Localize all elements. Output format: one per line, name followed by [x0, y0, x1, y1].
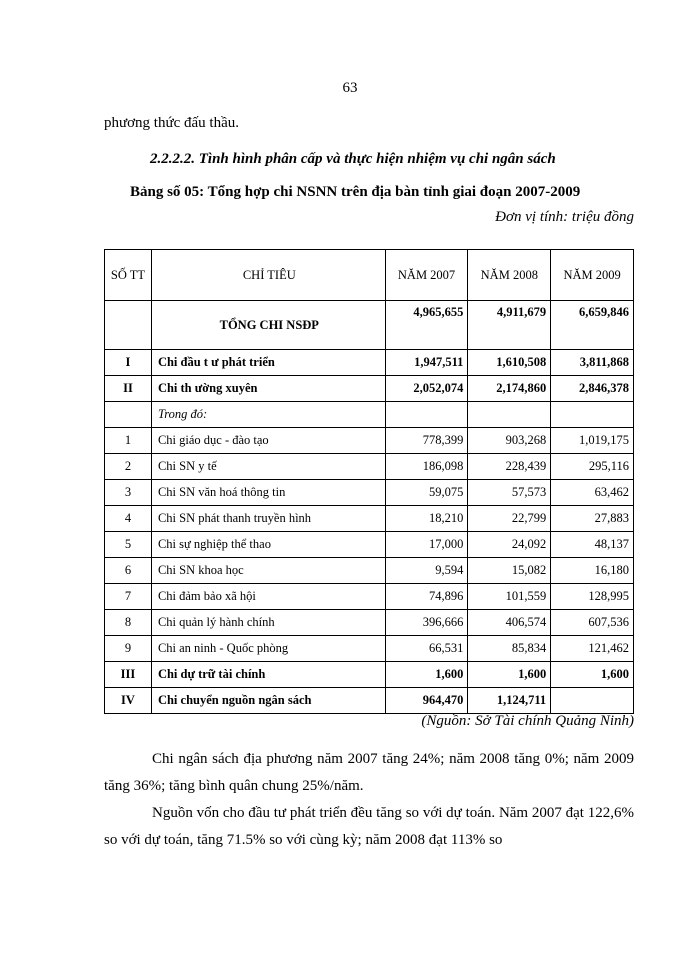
- paragraph-2: [104, 800, 634, 854]
- row-2007: 74,896: [385, 584, 468, 610]
- table-row: [105, 506, 634, 532]
- row-2007: 9,594: [385, 558, 468, 584]
- header-indicator: CHỈ TIÊU: [151, 250, 385, 301]
- row-2007: 778,399: [385, 428, 468, 454]
- table-title: Bảng số 05: Tổng hợp chi NSNN trên địa bàn tỉnh giai đoạn 2007-2009: [130, 184, 581, 200]
- row-2007: 1,947,511: [385, 350, 468, 376]
- row-name: Chi SN phát thanh truyền hình: [151, 506, 385, 532]
- row-2007: 1,600: [385, 662, 468, 688]
- row-name: Chi SN y tế: [151, 454, 385, 480]
- row-name: Chi đảm bảo xã hội: [151, 584, 385, 610]
- row-2007: 396,666: [385, 610, 468, 636]
- table-row: [105, 532, 634, 558]
- row-2009: 2,846,378: [551, 376, 634, 402]
- unit-note: Đơn vị tính: triệu đồng: [495, 209, 634, 225]
- row-2007: 964,470: [385, 688, 468, 714]
- row-2007: [385, 402, 468, 428]
- row-name: Chi SN khoa học: [151, 558, 385, 584]
- row-no: 9: [105, 636, 152, 662]
- row-2009: 121,462: [551, 636, 634, 662]
- row-2009: [551, 402, 634, 428]
- row-2008: 15,082: [468, 558, 551, 584]
- total-label: TỔNG CHI NSĐP: [151, 301, 385, 350]
- row-name: Chi sự nghiệp thể thao: [151, 532, 385, 558]
- row-name: Trong đó:: [151, 402, 385, 428]
- table-row: [105, 610, 634, 636]
- row-name: Chi quản lý hành chính: [151, 610, 385, 636]
- page-number: 63: [342, 80, 358, 96]
- row-no: 2: [105, 454, 152, 480]
- row-name: Chi chuyển nguồn ngân sách: [151, 688, 385, 714]
- row-2008: 1,124,711: [468, 688, 551, 714]
- row-2008: 406,574: [468, 610, 551, 636]
- row-no: III: [105, 662, 152, 688]
- table-row: [105, 584, 634, 610]
- row-no: 8: [105, 610, 152, 636]
- row-2009: 1,019,175: [551, 428, 634, 454]
- row-no: [105, 402, 152, 428]
- row-2008: 57,573: [468, 480, 551, 506]
- source-note: (Nguồn: Sở Tài chính Quảng Ninh): [421, 713, 634, 729]
- paragraph-1: [104, 746, 634, 800]
- table-row: [105, 428, 634, 454]
- row-no: 4: [105, 506, 152, 532]
- row-no: 7: [105, 584, 152, 610]
- row-name: Chi đầu t ư phát triển: [151, 350, 385, 376]
- paragraph-1-text: Chi ngân sách địa phương năm 2007 tăng 24%; năm 2008 tăng 0%; năm 2009 tăng 36%; tăng bình quân chung 25%/năm.: [104, 751, 634, 794]
- table-row: [105, 636, 634, 662]
- section-heading: 2.2.2.2. Tình hình phân cấp và thực hiện nhiệm vụ chi ngân sách: [150, 151, 556, 167]
- row-2008: 22,799: [468, 506, 551, 532]
- total-2007: 4,965,655: [385, 301, 468, 350]
- row-2008: 1,600: [468, 662, 551, 688]
- header-2008: NĂM 2008: [468, 250, 551, 301]
- row-2007: 66,531: [385, 636, 468, 662]
- row-2009: 607,536: [551, 610, 634, 636]
- total-2009: 6,659,846: [551, 301, 634, 350]
- row-2008: 101,559: [468, 584, 551, 610]
- row-no: II: [105, 376, 152, 402]
- header-no: SỐ TT: [105, 250, 152, 301]
- row-name: Chi giáo dục - đào tạo: [151, 428, 385, 454]
- table-header-row: [105, 250, 634, 301]
- table-row: [105, 662, 634, 688]
- row-2008: [468, 402, 551, 428]
- row-2009: [551, 688, 634, 714]
- row-name: Chi an ninh - Quốc phòng: [151, 636, 385, 662]
- table-row: [105, 350, 634, 376]
- row-no: 3: [105, 480, 152, 506]
- row-name: Chi SN văn hoá thông tin: [151, 480, 385, 506]
- table-row: [105, 454, 634, 480]
- row-name: Chi th ường xuyên: [151, 376, 385, 402]
- row-2008: 1,610,508: [468, 350, 551, 376]
- table-row: [105, 688, 634, 714]
- row-no: IV: [105, 688, 152, 714]
- header-2009: NĂM 2009: [551, 250, 634, 301]
- row-no: 5: [105, 532, 152, 558]
- row-2009: 1,600: [551, 662, 634, 688]
- header-2007: NĂM 2007: [385, 250, 468, 301]
- row-2007: 186,098: [385, 454, 468, 480]
- row-2009: 3,811,868: [551, 350, 634, 376]
- row-2007: 2,052,074: [385, 376, 468, 402]
- total-2008: 4,911,679: [468, 301, 551, 350]
- table-row: [105, 376, 634, 402]
- row-2008: 85,834: [468, 636, 551, 662]
- row-2008: 2,174,860: [468, 376, 551, 402]
- table-row: [105, 558, 634, 584]
- row-no: 1: [105, 428, 152, 454]
- row-2008: 903,268: [468, 428, 551, 454]
- row-2008: 228,439: [468, 454, 551, 480]
- row-2009: 27,883: [551, 506, 634, 532]
- row-2009: 48,137: [551, 532, 634, 558]
- table-row: [105, 402, 634, 428]
- row-2009: 128,995: [551, 584, 634, 610]
- row-2007: 59,075: [385, 480, 468, 506]
- lead-line: phương thức đấu thầu.: [104, 115, 239, 131]
- row-2008: 24,092: [468, 532, 551, 558]
- expenditure-table: [104, 249, 634, 714]
- total-row: [105, 301, 634, 350]
- table-row: [105, 480, 634, 506]
- total-no: [105, 301, 152, 350]
- row-no: 6: [105, 558, 152, 584]
- row-2009: 295,116: [551, 454, 634, 480]
- row-2009: 16,180: [551, 558, 634, 584]
- row-2007: 17,000: [385, 532, 468, 558]
- row-name: Chi dự trữ tài chính: [151, 662, 385, 688]
- row-2009: 63,462: [551, 480, 634, 506]
- row-2007: 18,210: [385, 506, 468, 532]
- paragraph-2-text: Nguồn vốn cho đầu tư phát triển đều tăng so với dự toán. Năm 2007 đạt 122,6% so với dự toán, tăng 71.5% so với cùng kỳ; năm 2008 đạt 113% so: [104, 805, 634, 848]
- row-no: I: [105, 350, 152, 376]
